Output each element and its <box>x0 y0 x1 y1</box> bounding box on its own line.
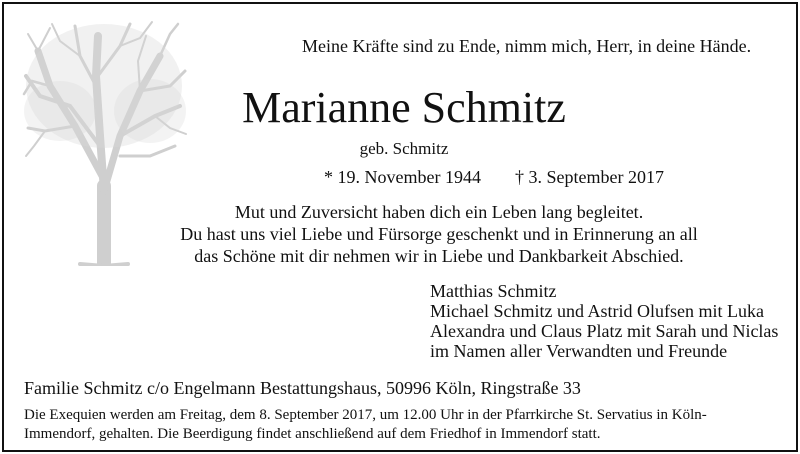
mourner-line: Michael Schmitz und Astrid Olufsen mit Luka <box>430 301 764 321</box>
verse-line: Du hast uns viel Liebe und Fürsorge geschenkt und in Erinnerung an all <box>180 224 698 244</box>
memorial-verse <box>4 201 800 267</box>
opening-quote: Meine Kräfte sind zu Ende, nimm mich, Herr, in deine Hände. <box>302 36 752 56</box>
mourner-line: Matthias Schmitz <box>430 281 557 301</box>
maiden-name: geb. Schmitz <box>359 139 449 158</box>
verse-line: das Schöne mit dir nehmen wir in Liebe und Dankbarkeit Abschied. <box>194 246 684 266</box>
mourner-line: im Namen aller Verwandten und Freunde <box>430 341 728 361</box>
deceased-name: Marianne Schmitz <box>242 83 566 132</box>
death-date: † 3. September 2017 <box>515 167 664 187</box>
verse-line: Mut und Zuversicht haben dich ein Leben lang begleitet. <box>234 202 644 222</box>
obituary-card <box>2 2 798 452</box>
mourner-line: Alexandra und Claus Platz mit Sarah und Niclas <box>430 321 779 341</box>
funeral-notice: Die Exequien werden am Freitag, dem 8. September 2017, um 12.00 Uhr in der Pfarrkirche St. Servatius in Köln-Immendorf, gehalten. Die Beerdigung findet anschließend auf dem Friedhof in Immendorf statt. <box>24 407 707 442</box>
birth-date: * 19. November 1944 <box>324 167 481 187</box>
contact-address: Familie Schmitz c/o Engelmann Bestattungshaus, 50996 Köln, Ringstraße 33 <box>24 378 581 398</box>
mourners-list <box>430 281 778 361</box>
